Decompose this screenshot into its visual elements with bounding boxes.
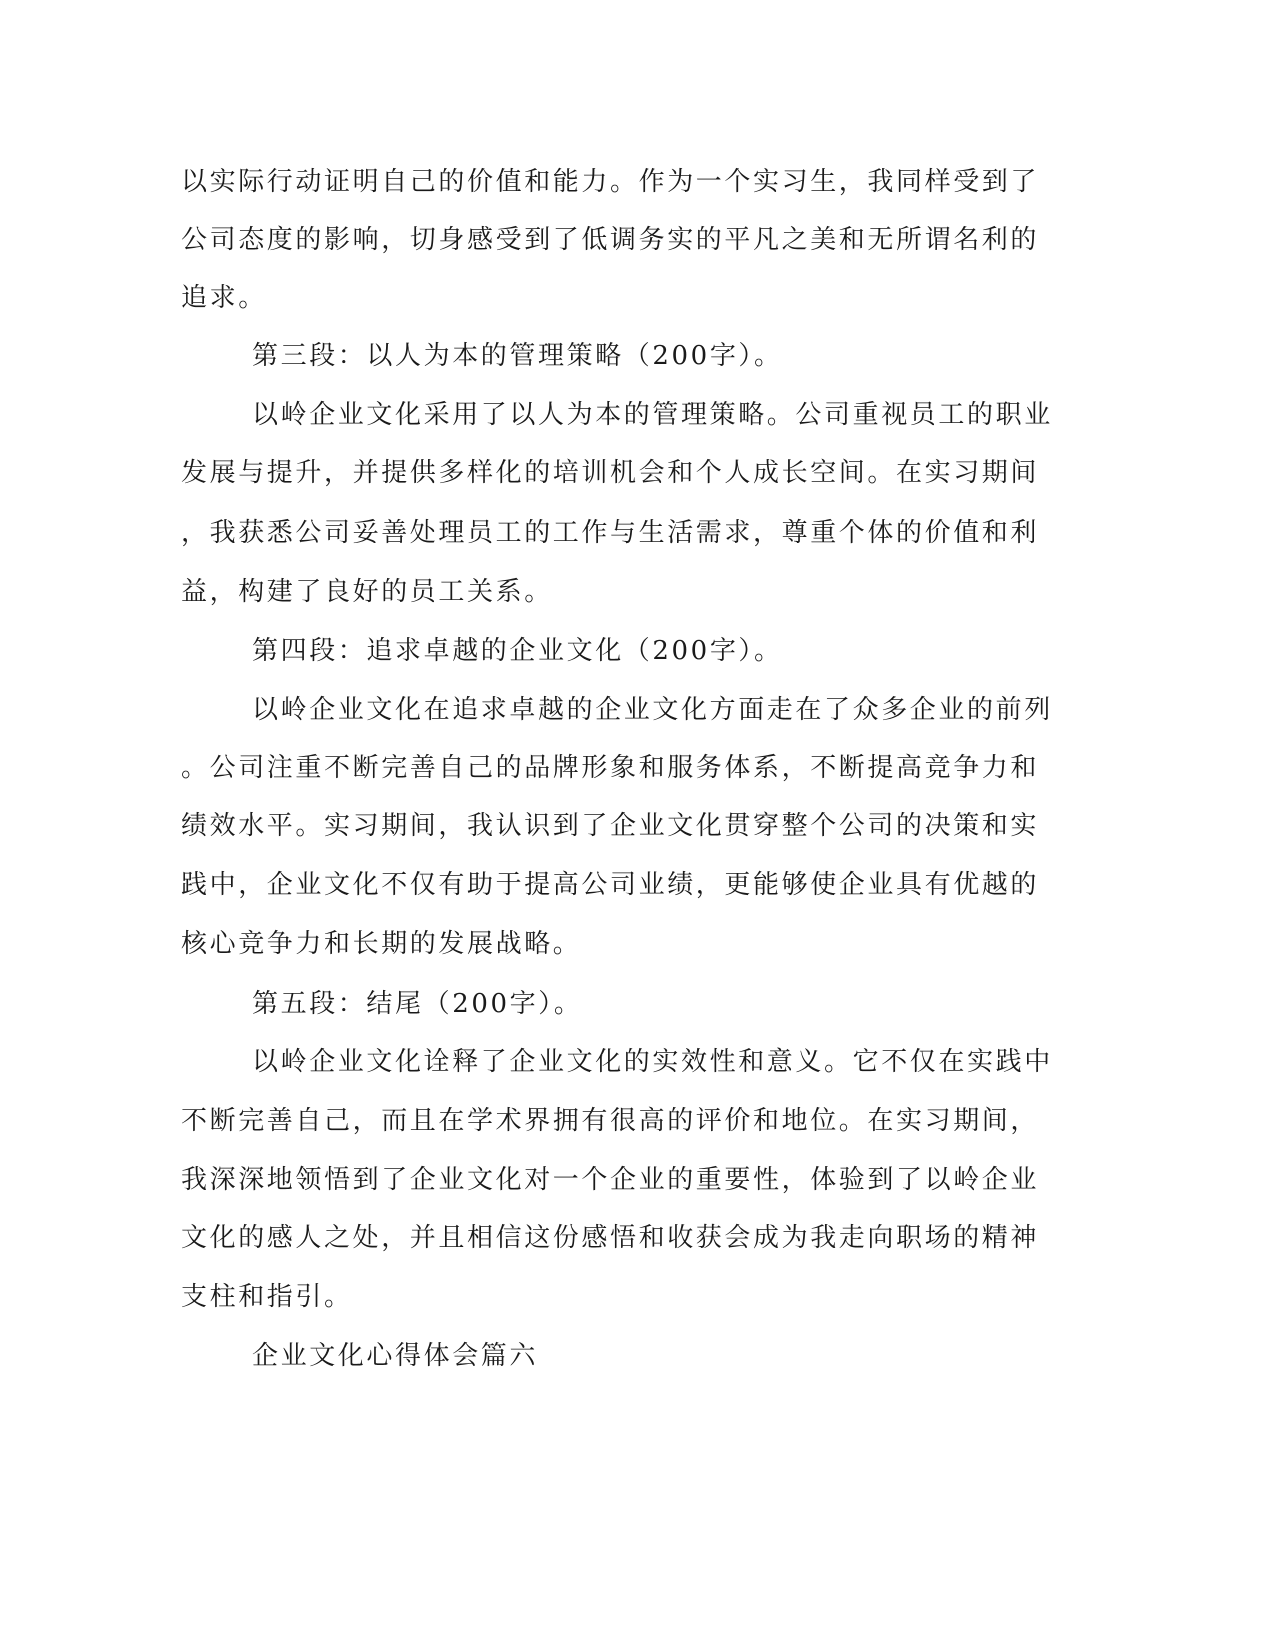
- text-line: 核心竞争力和长期的发展战略。: [181, 929, 582, 959]
- text-line: 践中，企业文化不仅有助于提高公司业绩，更能够使企业具有优越的: [181, 870, 1040, 900]
- text-line: 绩效水平。实习期间，我认识到了企业文化贯穿整个公司的决策和实: [181, 811, 1040, 841]
- text-line: ，我获悉公司妥善处理员工的工作与生活需求，尊重个体的价值和利: [181, 518, 1040, 548]
- text-line: 以岭企业文化诠释了企业文化的实效性和意义。它不仅在实践中: [252, 1047, 1053, 1077]
- section-heading: 第四段：追求卓越的企业文化（200字）。: [252, 636, 783, 666]
- text-line: 。公司注重不断完善自己的品牌形象和服务体系，不断提高竞争力和: [181, 753, 1040, 783]
- text-line: 公司态度的影响，切身感受到了低调务实的平凡之美和无所谓名利的: [181, 225, 1040, 255]
- text-line: 以岭企业文化采用了以人为本的管理策略。公司重视员工的职业: [252, 400, 1053, 430]
- text-line: 以岭企业文化在追求卓越的企业文化方面走在了众多企业的前列: [252, 695, 1053, 725]
- text-line: 我深深地领悟到了企业文化对一个企业的重要性，体验到了以岭企业: [181, 1165, 1040, 1195]
- section-heading: 企业文化心得体会篇六: [252, 1341, 539, 1371]
- text-line: 不断完善自己，而且在学术界拥有很高的评价和地位。在实习期间，: [181, 1106, 1040, 1136]
- text-line: 发展与提升，并提供多样化的培训机会和个人成长空间。在实习期间: [181, 458, 1040, 488]
- text-line: 文化的感人之处，并且相信这份感悟和收获会成为我走向职场的精神: [181, 1223, 1040, 1253]
- section-heading: 第三段：以人为本的管理策略（200字）。: [252, 341, 783, 371]
- text-line: 以实际行动证明自己的价值和能力。作为一个实习生，我同样受到了: [181, 167, 1040, 197]
- text-line: 支柱和指引。: [181, 1282, 353, 1312]
- text-line: 益，构建了良好的员工关系。: [181, 577, 553, 607]
- text-line: 追求。: [181, 283, 267, 313]
- section-heading: 第五段：结尾（200字）。: [252, 989, 583, 1019]
